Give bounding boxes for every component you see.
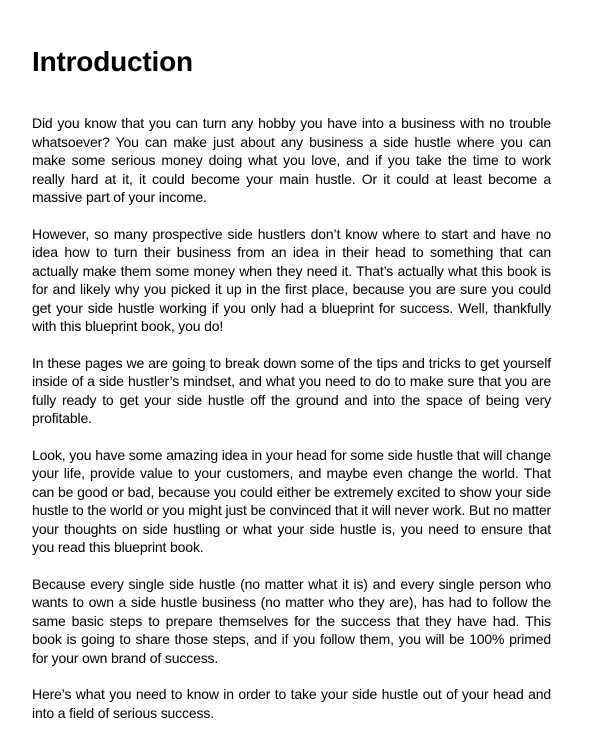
paragraph-4: Look, you have some amazing idea in your head for some side hustle that will change your life, provide value to your customers, and maybe even change the world. That can be good or bad, because you could either be extremely excited to show your side hustle to the world or you might just be convinced that it will never work. But no matter your thoughts on side hustling or what your side hustle is, you need to ensure that you read this blueprint book. [32, 446, 551, 555]
paragraph-5: Because every single side hustle (no matter what it is) and every single person who wants to own a side hustle business (no matter who they are), has had to follow the same basic steps to prepare themselves for the success that they have had. This book is going to share those steps, and if you follow them, you will be 100% primed for your own brand of success. [32, 575, 551, 666]
page-title: Introduction [32, 46, 193, 77]
document-page [32, 44, 551, 740]
paragraph-6: Here’s what you need to know in order to take your side hustle out of your head and into a field of serious success. [32, 686, 551, 721]
paragraph-3: In these pages we are going to break down some of the tips and tricks to get yourself inside of a side hustler’s mindset, and what you need to do to make sure that you are fully ready to get your side hustle off the ground and into the space of being very profitable. [32, 354, 551, 426]
paragraph-1: Did you know that you can turn any hobby you have into a business with no trouble whatsoever? You can make just about any business a side hustle where you can make some serious money doing what you love, and if you take the time to work really hard at it, it could become your main hustle. Or it could at least become a massive part of your income. [32, 115, 551, 205]
paragraph-2: However, so many prospective side hustlers don’t know where to start and have no idea how to turn their business from an idea in their head to something that can actually make them some money when they need it. That’s actually what this book is for and likely why you picked it up in the first place, because you are sure you could get your side hustle working if you only had a blueprint for success. Well, thankfully with this blueprint book, you do! [32, 225, 551, 334]
